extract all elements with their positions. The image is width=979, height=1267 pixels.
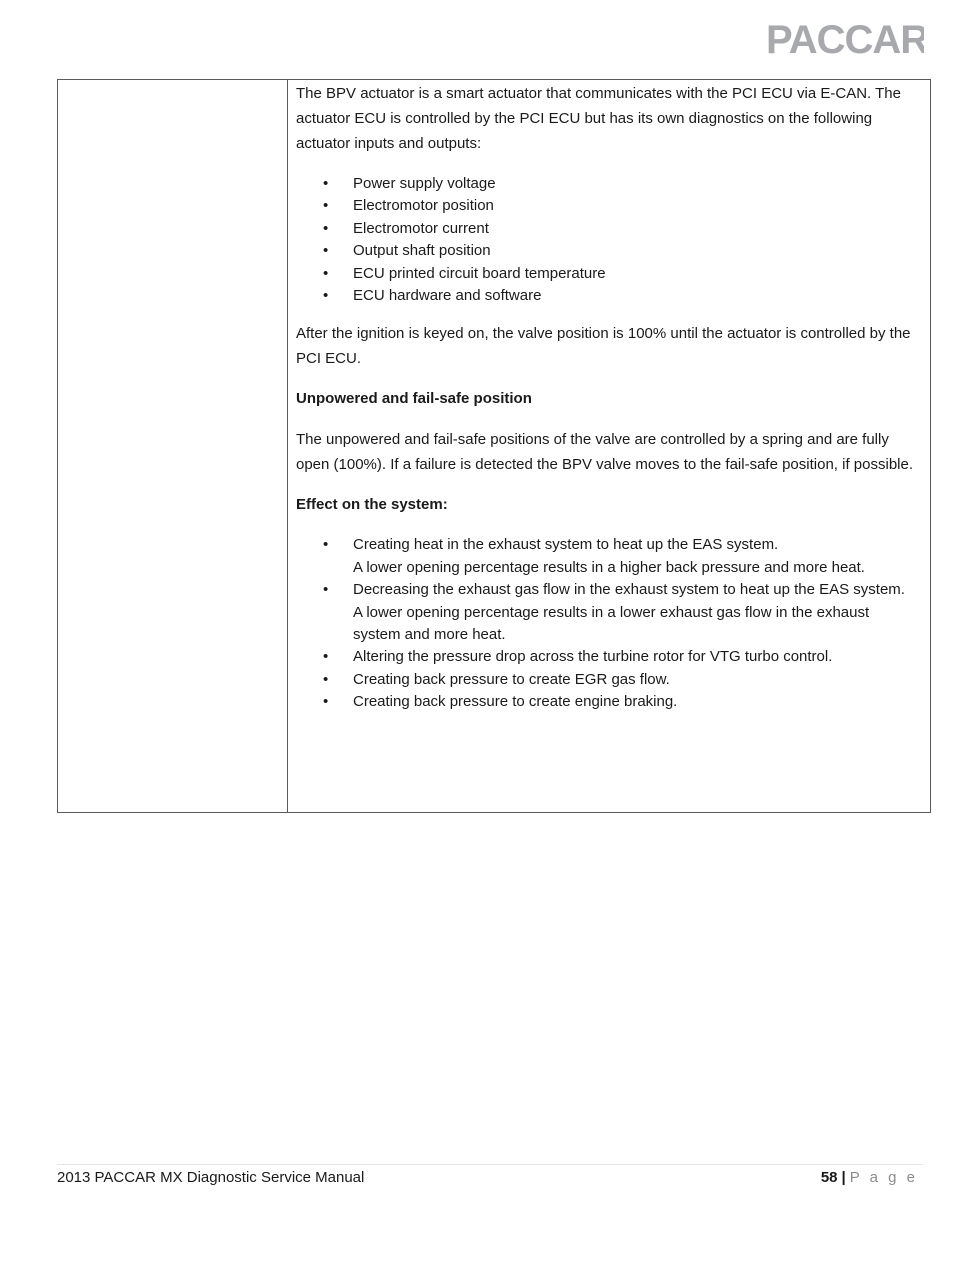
intro-paragraph: The BPV actuator is a smart actuator that communicates with the PCI ECU via E-CAN. The actuator ECU is controlled by the PCI ECU but has its own diagnostics on the following actuator inputs and outputs: (296, 85, 901, 152)
list-item: • Altering the pressure drop across the turbine rotor for VTG turbo control. (323, 648, 833, 666)
list-item: • Power supply voltage (323, 175, 496, 192)
inputs-outputs-list (296, 173, 920, 307)
footer-page-indicator (821, 1168, 918, 1188)
effect-heading: Effect on the system: (296, 496, 448, 514)
list-item: • Electromotor position (323, 197, 494, 215)
list-item: • ECU printed circuit board temperature (323, 264, 606, 282)
page-separator: | (841, 1169, 846, 1186)
list-item: • Creating heat in the exhaust system to heat up the EAS system. A lower opening percentage results in a higher back pressure and more heat. (323, 536, 865, 576)
failsafe-heading: Unpowered and fail-safe position (296, 390, 532, 408)
list-item: • ECU hardware and software (323, 287, 542, 305)
list-item: • Creating back pressure to create engine braking. (323, 693, 678, 711)
content-table (57, 79, 931, 813)
page-number: 58 (820, 1169, 838, 1186)
list-item: • Creating back pressure to create EGR gas flow. (323, 670, 670, 688)
failsafe-paragraph: The unpowered and fail-safe positions of the valve are controlled by a spring and are fully open (100%). If a failure is detected the BPV valve moves to the fail-safe position, if possible. (296, 431, 913, 474)
paccar-logo-text: PACCAR (766, 18, 924, 58)
effects-list (296, 534, 920, 713)
table-left-cell (58, 80, 288, 812)
page-word: P a g e (849, 1169, 918, 1186)
list-item: • Output shaft position (323, 242, 491, 260)
table-right-cell (288, 80, 930, 812)
list-item: • Electromotor current (323, 219, 489, 237)
footer-divider (57, 1164, 923, 1165)
footer-manual-title: 2013 PACCAR MX Diagnostic Service Manual (57, 1169, 365, 1186)
ignition-paragraph: After the ignition is keyed on, the valve position is 100% until the actuator is controlled by the PCI ECU. (296, 325, 911, 368)
list-item: • Decreasing the exhaust gas flow in the exhaust system to heat up the EAS system. A lower opening percentage results in a lower exhaust gas flow in the exhaust system and more heat. (323, 581, 905, 644)
paccar-logo (766, 18, 924, 58)
